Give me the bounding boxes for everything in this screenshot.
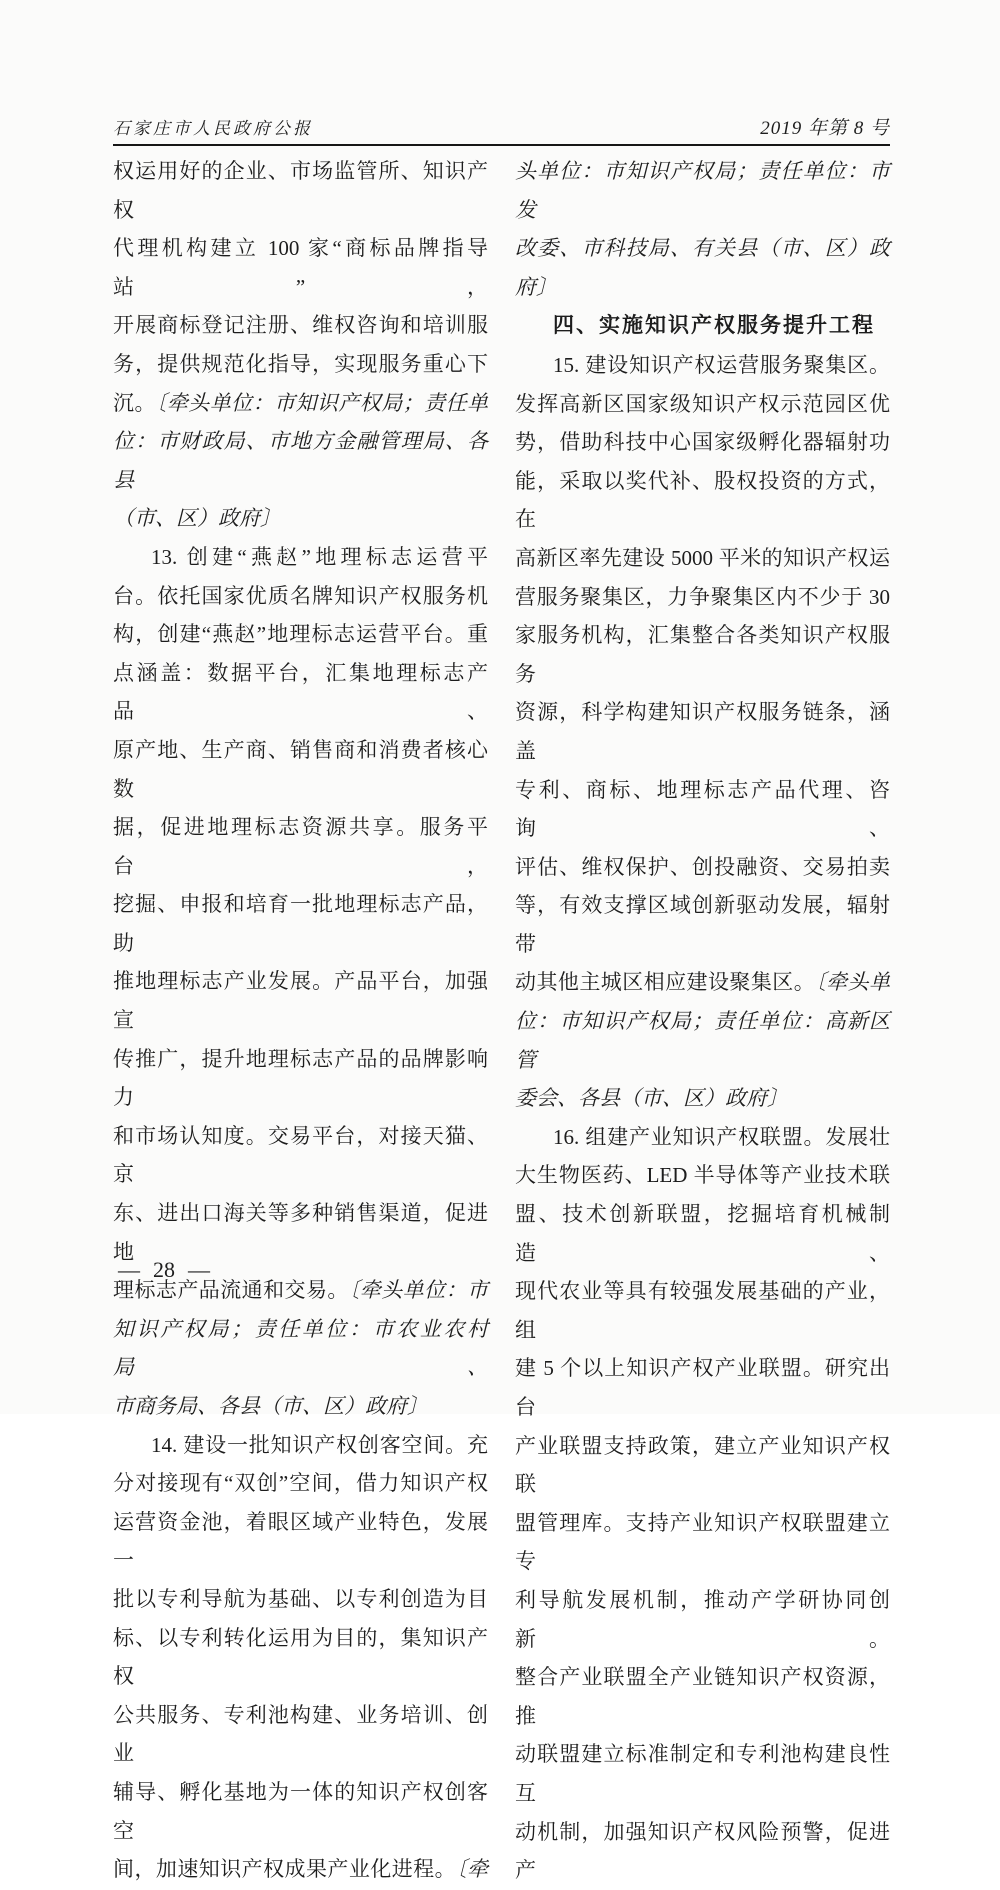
attribution-text: 位：市财政局、市地方金融管理局、各县 (113, 429, 488, 492)
text-line (113, 615, 488, 654)
attribution-text: 委会、各县（市、区）政府〕 (515, 1086, 788, 1111)
body-text: 和市场认知度。交易平台，对接天猫、京 (113, 1123, 488, 1187)
body-text: 高新区率先建设 5000 平米的知识产权运 (515, 545, 890, 570)
attribution-text: （市、区）政府〕 (113, 506, 281, 531)
text-line (515, 268, 890, 307)
body-text: 批以专利导航为基础、以专利创造为目 (113, 1586, 488, 1611)
text-line (113, 577, 488, 616)
text-line (515, 1427, 890, 1504)
text-line (113, 1117, 488, 1194)
body-text: 开展商标登记注册、维权咨询和培训服 (113, 313, 488, 338)
text-line (113, 808, 488, 885)
body-text: 台。依托国家优质名牌知识产权服务机 (113, 583, 488, 608)
attribution-text: 头单位：市知识产权局；责任单位：市发 (515, 159, 890, 222)
body-text: 建 5 个以上知识产权产业联盟。研究出台 (515, 1356, 890, 1419)
body-text: 现代农业等具有较强发展基础的产业，组 (515, 1279, 890, 1342)
attribution-text: 改委、市科技局、有关县（市、区）政 (515, 236, 890, 261)
text-line (515, 1079, 890, 1118)
text-line (515, 1813, 890, 1890)
page-content (113, 118, 890, 1890)
attribution-text: 位：市知识产权局；责任单位：高新区管 (515, 1009, 890, 1072)
text-line (113, 538, 488, 577)
text-line (113, 1503, 488, 1580)
body-text: 大生物医药、LED 半导体等产业技术联 (515, 1163, 890, 1188)
body-text: 辅导、孵化基地为一体的知识产权创客空 (113, 1779, 488, 1843)
body-text: 标、以专利转化运用为目的，集知识产权 (113, 1625, 488, 1689)
body-text: 产业联盟支持政策，建立产业知识产权联 (515, 1433, 890, 1497)
text-line (515, 1735, 890, 1812)
body-text: 构，创建“燕赵”地理标志运营平台。重 (113, 622, 488, 647)
body-text: 原产地、生产商、销售商和消费者核心数 (113, 737, 488, 801)
text-line (515, 539, 890, 578)
attribution-text: 〔牵头单位：市 (348, 1278, 489, 1303)
attribution-text: 市商务局、各县（市、区）政府〕 (113, 1394, 428, 1418)
text-line (113, 1850, 488, 1889)
text-line (515, 616, 890, 693)
text-line (515, 1504, 890, 1581)
text-line (515, 578, 890, 617)
body-text: 东、进出口海关等多种销售渠道，促进地 (113, 1201, 488, 1264)
text-line (113, 345, 488, 384)
body-text: 等，有效支撑区域创新驱动发展，辐射带 (515, 893, 890, 956)
text-line (515, 771, 890, 848)
heading-text: 四、实施知识产权服务提升工程 (553, 314, 875, 338)
text-line (113, 885, 488, 962)
body-text: 专利、商标、地理标志产品代理、咨询、 (515, 777, 890, 841)
text-line (113, 1310, 488, 1387)
page-header (113, 118, 890, 146)
body-text: 家服务机构，汇集整合各类知识产权服务 (515, 623, 890, 686)
page-footer (118, 1258, 210, 1282)
text-line (113, 962, 488, 1039)
text-line (113, 1387, 488, 1426)
body-text: 盟、技术创新联盟，挖掘培育机械制造、 (515, 1202, 890, 1265)
body-text: 资源，科学构建知识产权服务链条，涵盖 (515, 700, 890, 763)
text-line (515, 1349, 890, 1426)
text-line (515, 1156, 890, 1195)
text-line (515, 693, 890, 770)
body-text: 挖掘、申报和培育一批地理标志产品，助 (113, 892, 488, 955)
text-line (515, 1658, 890, 1735)
right-column (515, 152, 890, 1890)
text-line (515, 1581, 890, 1658)
body-text: 权运用好的企业、市场监管所、知识产权 (113, 159, 488, 222)
footer-dash-right: — (188, 1257, 210, 1282)
text-line (113, 384, 488, 423)
text-line (515, 1002, 890, 1079)
body-text: 务，提供规范化指导，实现服务重心下 (113, 351, 488, 376)
body-text: 代理机构建立 100 家“商标品牌指导站”， (113, 236, 488, 299)
text-line (515, 848, 890, 887)
attribution-text: 府〕 (515, 274, 557, 299)
body-text: 动联盟建立标准制定和专利池构建良性互 (515, 1742, 890, 1805)
body-text: 15. 建设知识产权运营服务聚集区。 (553, 352, 890, 377)
text-line (515, 346, 890, 385)
footer-dash-left: — (118, 1257, 140, 1282)
left-column (113, 152, 488, 1890)
text-line (113, 1580, 488, 1619)
text-line (515, 1118, 890, 1157)
text-line (113, 499, 488, 538)
body-text: 公共服务、专利池构建、业务培训、创业 (113, 1702, 488, 1766)
attribution-text: 知识产权局；责任单位：市农业农村局、 (113, 1316, 488, 1380)
body-text: 分对接现有“双创”空间，借力知识产权 (113, 1471, 488, 1496)
body-text: 势，借助科技中心国家级孵化器辐射功 (515, 430, 890, 455)
text-line (515, 152, 890, 229)
body-text: 利导航发展机制，推动产学研协同创新。 (515, 1587, 890, 1651)
issue-number: 2019 年第 8 号 (760, 118, 890, 139)
body-text: 盟管理库。支持产业知识产权联盟建立专 (515, 1510, 890, 1574)
body-text: 16. 组建产业知识产权联盟。发展壮 (553, 1124, 890, 1149)
text-line (113, 229, 488, 306)
body-text: 动机制，加强知识产权风险预警，促进产 (515, 1819, 890, 1883)
text-line (515, 462, 890, 539)
text-line (515, 423, 890, 462)
text-line (113, 306, 488, 345)
text-line (113, 1464, 488, 1503)
section-heading (515, 306, 890, 346)
body-text: 营服务聚集区，力争聚集区内不少于 30 (515, 584, 890, 609)
attribution-text: 〔牵 (456, 1857, 489, 1882)
body-text: 能，采取以奖代补、股权投资的方式，在 (515, 468, 890, 532)
text-line (113, 1426, 488, 1465)
body-text: 点涵盖：数据平台，汇集地理标志产品、 (113, 660, 488, 724)
text-line (113, 152, 488, 229)
text-line (515, 1272, 890, 1349)
body-text: 整合产业联盟全产业链知识产权资源，推 (515, 1665, 890, 1728)
body-text: 沉。 (113, 390, 156, 415)
text-line (515, 1195, 890, 1272)
attribution-text: 〔牵头单位：市知识产权局；责任单 (155, 390, 489, 415)
text-line (515, 229, 890, 268)
body-text: 理标志产品流通和交易。 (113, 1278, 349, 1303)
footer-page-number: 28 (153, 1257, 175, 1282)
text-line (113, 1696, 488, 1773)
text-line (113, 1619, 488, 1696)
body-text: 发挥高新区国家级知识产权示范园区优 (515, 391, 890, 416)
content-columns (113, 152, 890, 1890)
body-text: 14. 建设一批知识产权创客空间。充 (151, 1432, 488, 1457)
gazette-title: 石家庄市人民政府公报 (113, 119, 313, 138)
text-line (113, 731, 488, 808)
body-text: 推地理标志产业发展。产品平台，加强宣 (113, 969, 488, 1033)
attribution-text: 〔牵头单 (815, 970, 891, 995)
body-text: 13. 创建“燕赵”地理标志运营平 (151, 544, 488, 569)
body-text: 评估、维权保护、创投融资、交易拍卖 (515, 854, 890, 879)
body-text: 间，加速知识产权成果产业化进程。 (113, 1857, 457, 1882)
body-text: 动其他主城区相应建设聚集区。 (515, 970, 816, 995)
text-line (515, 385, 890, 424)
body-text: 传推广，提升地理标志产品的品牌影响力 (113, 1046, 488, 1110)
text-line (113, 1040, 488, 1117)
text-line (113, 1773, 488, 1850)
text-line (515, 886, 890, 963)
text-line (113, 422, 488, 499)
body-text: 据，促进地理标志资源共享。服务平台， (113, 815, 488, 878)
text-line (113, 654, 488, 731)
body-text: 运营资金池，着眼区域产业特色，发展一 (113, 1509, 488, 1573)
text-line (515, 963, 890, 1002)
